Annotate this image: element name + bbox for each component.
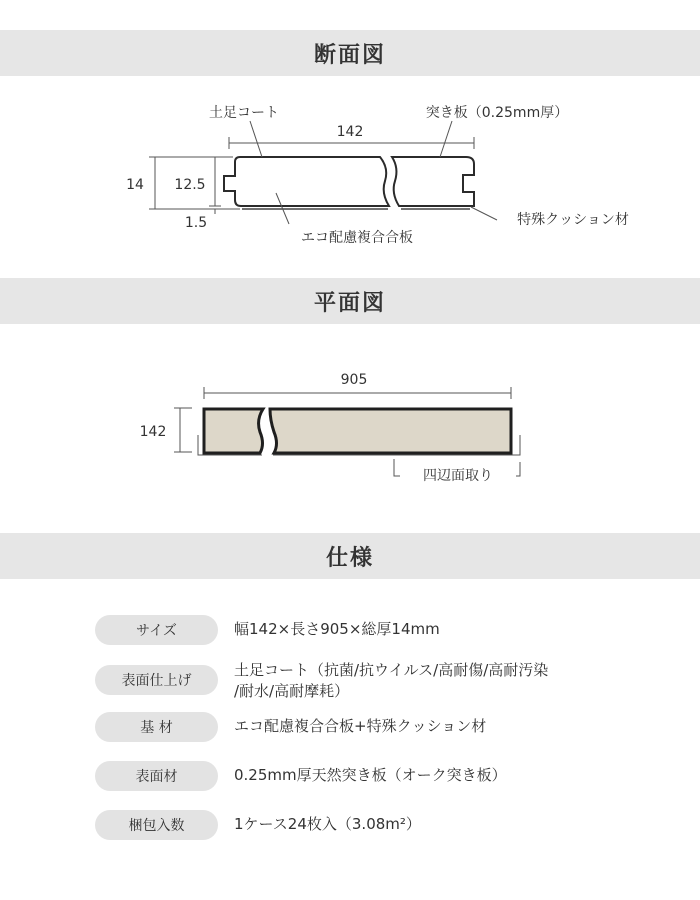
section-header-specs [0, 533, 700, 579]
spec-row-base [95, 712, 655, 742]
spec-row-packing [95, 810, 655, 840]
section-title-cross-section: 断面図 [313, 42, 386, 68]
board-profile-right [392, 157, 474, 206]
board-plan-left [204, 409, 263, 453]
length-dimension-label: 905 [340, 372, 368, 388]
section-title-plan-view: 平面図 [313, 290, 386, 316]
spec-value-size: 幅142×長さ905×総厚14mm [234, 620, 440, 638]
total-thickness-label: 14 [126, 177, 144, 193]
section-header-plan-view [0, 278, 700, 324]
spec-value-finish-line2: /耐水/高耐摩耗） [234, 682, 350, 700]
coat-leader-line [250, 121, 262, 157]
veneer-leader-line [440, 121, 452, 157]
spec-label-packing: 梱包入数 [95, 810, 218, 840]
spec-label-finish: 表面仕上げ [95, 665, 218, 695]
bevel-label: 四辺面取り [423, 468, 493, 484]
plan-width-label: 142 [139, 424, 167, 440]
cushion-thickness-label: 1.5 [184, 215, 208, 231]
plan-view-diagram [0, 355, 700, 495]
spec-label-surface: 表面材 [95, 761, 218, 791]
spec-value-finish [234, 660, 634, 702]
spec-row-surface [95, 761, 655, 791]
board-plan-right [270, 409, 511, 453]
spec-label-size: サイズ [95, 615, 218, 645]
cushion-leader-line [471, 207, 497, 220]
spec-row-size [95, 615, 655, 645]
spec-value-surface: 0.25mm厚天然突き板（オーク突き板） [234, 766, 507, 784]
width-dimension-label: 142 [336, 124, 364, 140]
spec-value-finish-line1: 土足コート（抗菌/抗ウイルス/高耐傷/高耐汚染 [234, 661, 549, 679]
board-thickness-label: 12.5 [174, 177, 206, 193]
coat-label: 土足コート [209, 105, 279, 121]
core-label: エコ配慮複合合板 [301, 230, 413, 246]
board-profile-left [224, 157, 389, 206]
spec-label-base: 基 材 [95, 712, 218, 742]
spec-value-packing: 1ケース24枚入（3.08m²） [234, 815, 421, 833]
section-title-specs: 仕様 [325, 545, 374, 571]
spec-row-finish [95, 660, 655, 702]
cross-section-diagram [0, 90, 700, 260]
spec-value-base: エコ配慮複合合板+特殊クッション材 [234, 717, 487, 735]
section-header-cross-section [0, 30, 700, 76]
veneer-label: 突き板（0.25mm厚） [425, 105, 569, 121]
cushion-label: 特殊クッション材 [517, 212, 629, 228]
